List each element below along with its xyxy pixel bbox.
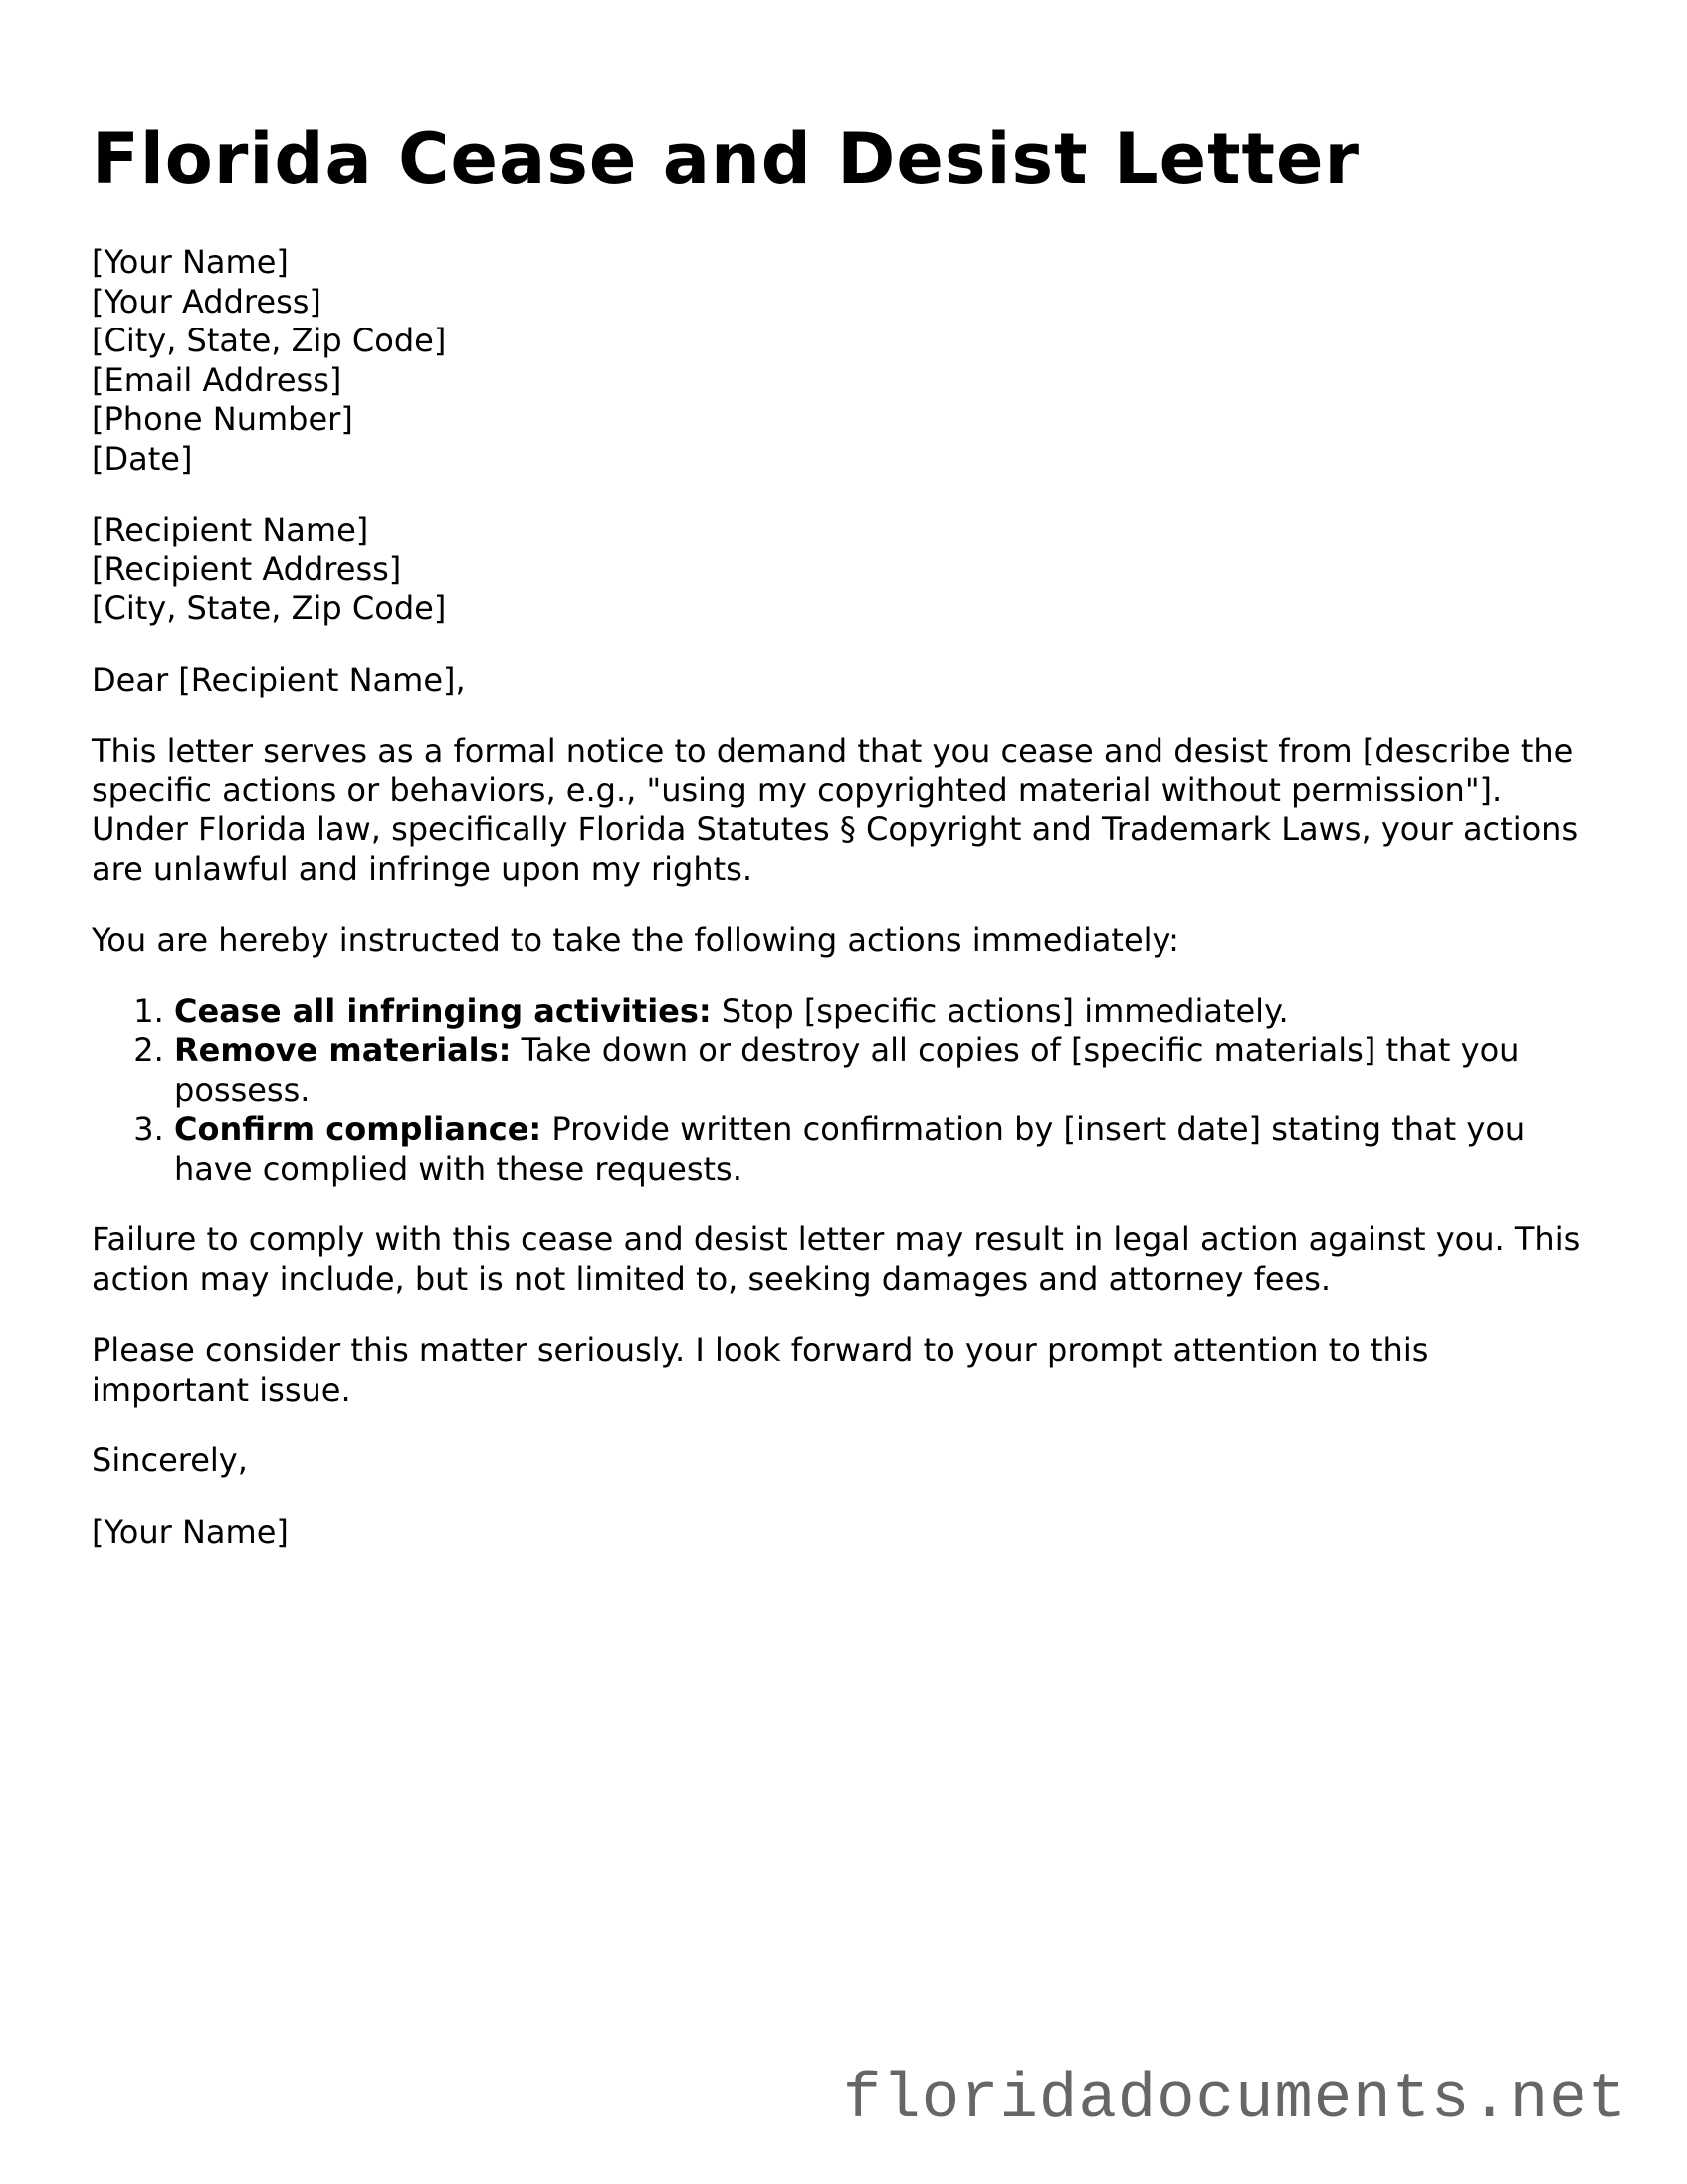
action-list bbox=[92, 992, 1584, 1190]
list-item bbox=[174, 1110, 1584, 1189]
action-text: Stop [specific actions] immediately. bbox=[711, 991, 1289, 1030]
action-label: Cease all infringing activities: bbox=[174, 991, 712, 1030]
intro-paragraph: This letter serves as a formal notice to demand that you cease and desist from [describe the specific actions or behaviors, e.g., "using my copyrighted material without permission"]. Under Florida law, specifically Florida Statutes § Copyright and Trademark Laws, your actions are unlawful and infringe upon my rights. bbox=[92, 732, 1579, 888]
sender-address-block bbox=[92, 243, 1584, 479]
closing-paragraph: Please consider this matter seriously. I look forward to your prompt attention to this important issue. bbox=[92, 1331, 1429, 1409]
recipient-address-block bbox=[92, 511, 1584, 629]
action-text: Take down or destroy all copies of [specific materials] that you possess. bbox=[174, 1031, 1520, 1109]
action-text: Provide written confirmation by [insert date] stating that you have complied with these requests. bbox=[174, 1110, 1526, 1188]
recipient-name: [Recipient Name] bbox=[92, 511, 369, 548]
sender-email: [Email Address] bbox=[92, 360, 342, 399]
list-item bbox=[174, 1031, 1584, 1110]
sender-name: [Your Name] bbox=[92, 243, 289, 281]
action-label: Remove materials: bbox=[174, 1031, 512, 1069]
document-title: Florida Cease and Desist Letter bbox=[92, 118, 1361, 200]
salutation: Dear [Recipient Name], bbox=[92, 660, 466, 699]
letter-date: [Date] bbox=[92, 439, 193, 478]
instruction-lead: You are hereby instructed to take the following actions immediately: bbox=[92, 921, 1179, 959]
consequence-paragraph: Failure to comply with this cease and desist letter may result in legal action against you. This action may include, but is not limited to, seeking damages and attorney fees. bbox=[92, 1220, 1581, 1298]
sender-city-state-zip: [City, State, Zip Code] bbox=[92, 322, 447, 359]
watermark: floridadocuments.net bbox=[842, 2065, 1627, 2136]
sign-off: Sincerely, bbox=[92, 1441, 248, 1479]
sender-phone: [Phone Number] bbox=[92, 400, 353, 438]
signature-name: [Your Name] bbox=[92, 1512, 289, 1551]
list-item bbox=[174, 992, 1584, 1032]
recipient-city-state-zip: [City, State, Zip Code] bbox=[92, 589, 447, 627]
recipient-address: [Recipient Address] bbox=[92, 549, 402, 588]
sender-address: [Your Address] bbox=[92, 282, 321, 321]
action-label: Confirm compliance: bbox=[174, 1110, 542, 1148]
letter-content bbox=[92, 117, 1584, 1552]
